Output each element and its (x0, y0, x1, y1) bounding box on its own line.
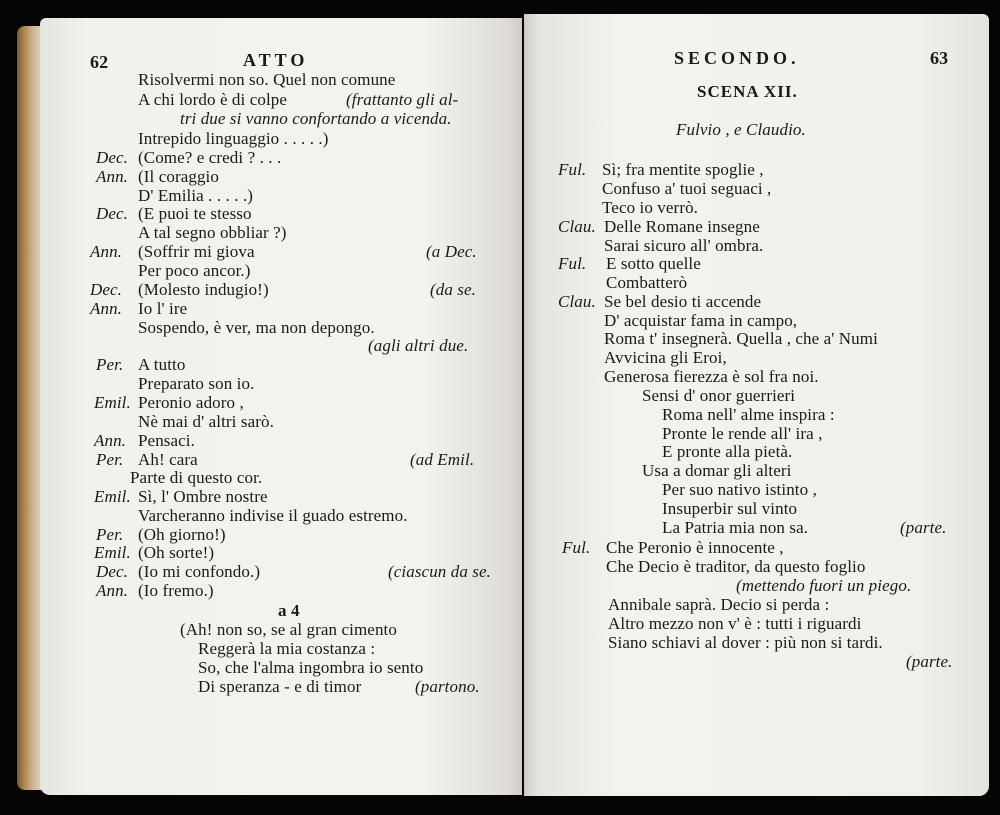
text-line: (Io mi confondo.) (138, 562, 261, 581)
text-line: Peronio adoro , (138, 393, 244, 412)
text-line: Varcheranno indivise il guado estremo. (138, 506, 408, 525)
text-line: Se bel desio ti accende (604, 292, 762, 311)
text-line: Annibale saprà. Decio si perda : (608, 595, 830, 614)
text-line: (Oh giorno!) (138, 525, 226, 544)
scene-title: SCENA XII. (697, 82, 798, 101)
text-line: Che Peronio è innocente , (606, 538, 784, 557)
text-line: Nè mai d' altri sarò. (138, 412, 274, 431)
text-line: Insuperbir sul vinto (662, 499, 798, 518)
stage-direction: (ad Emil. (410, 450, 475, 469)
text-line: E pronte alla pietà. (662, 442, 793, 461)
stage-direction: (agli altri due. (368, 336, 469, 355)
text-line: Usa a domar gli alteri (642, 461, 792, 480)
text-line: A tutto (138, 355, 186, 374)
text-line: Combatterò (606, 273, 688, 292)
text-line: Teco io verrò. (602, 198, 699, 217)
text-line: Delle Romane insegne (604, 217, 760, 236)
ensemble-label: a 4 (278, 601, 300, 620)
text-line: Sì; fra mentite spoglie , (602, 160, 764, 179)
speaker: Per. (96, 450, 124, 469)
stage-direction: (partono. (415, 677, 480, 696)
speaker: Ann. (96, 167, 129, 186)
speaker: Dec. (96, 562, 129, 581)
text-line: A tal segno obbliar ?) (138, 223, 287, 242)
text-line: (Come? e credi ? . . . (138, 148, 282, 167)
stage-direction: tri due si vanno confortando a vicenda. (180, 109, 452, 128)
scene-characters: Fulvio , e Claudio. (676, 120, 806, 139)
text-line: Pensaci. (138, 431, 195, 450)
text-line: Sospendo, è ver, ma non depongo. (138, 318, 375, 337)
text-line: La Patria mia non sa. (662, 518, 809, 537)
speaker: Emil. (94, 487, 131, 506)
speaker: Ful. (558, 254, 587, 273)
text-line: A chi lordo è di colpe (138, 90, 288, 109)
text-line: D' Emilia . . . . .) (138, 186, 254, 205)
text-line: Sensi d' onor guerrieri (642, 386, 796, 405)
page-number: 63 (930, 48, 949, 68)
text-line: Generosa fierezza è sol fra noi. (604, 367, 819, 386)
text-line: (Molesto indugio!) (138, 280, 269, 299)
text-line: Per poco ancor.) (138, 261, 251, 280)
text-line: Sì, l' Ombre nostre (138, 487, 268, 506)
speaker: Ful. (562, 538, 591, 557)
text-line: Di speranza - e di timor (198, 677, 362, 696)
text-line: Sarai sicuro all' ombra. (604, 236, 764, 255)
text-line: Siano schiavi al dover : più non si tardi. (608, 633, 883, 652)
text-line: Pronte le rende all' ira , (662, 424, 823, 443)
text-line: (Il coraggio (138, 167, 219, 186)
stage-direction: (da se. (430, 280, 477, 299)
page-number: 62 (90, 52, 109, 72)
text-line: (Io fremo.) (138, 581, 214, 600)
speaker: Dec. (90, 280, 123, 299)
speaker: Ann. (90, 299, 123, 318)
stage-direction: (a Dec. (426, 242, 477, 261)
speaker: Ful. (558, 160, 587, 179)
text-line: Risolvermi non so. Quel non comune (138, 70, 396, 89)
speaker: Emil. (94, 393, 131, 412)
speaker: Emil. (94, 543, 131, 562)
text-line: Io l' ire (138, 299, 188, 318)
speaker: Dec. (96, 148, 129, 167)
running-head: SECONDO. (674, 48, 800, 68)
stage-direction: (frattanto gli al- (346, 90, 459, 109)
left-page (40, 18, 522, 795)
running-head: ATTO (243, 50, 309, 70)
text-line: So, che l'alma ingombra io sento (198, 658, 424, 677)
speaker: Per. (96, 355, 124, 374)
text-line: Per suo nativo istinto , (662, 480, 817, 499)
speaker: Dec. (96, 204, 129, 223)
text-line: Roma nell' alme inspira : (662, 405, 835, 424)
stage-direction: (ciascun da se. (388, 562, 492, 581)
text-line: Roma t' insegnerà. Quella , che a' Numi (604, 329, 878, 348)
speaker: Ann. (94, 431, 127, 450)
speaker: Per. (96, 525, 124, 544)
text-line: (Oh sorte!) (138, 543, 215, 562)
right-page (524, 14, 989, 796)
stage-direction: (mettendo fuori un piego. (736, 576, 912, 595)
speaker: Clau. (558, 217, 596, 236)
text-line: (Soffrir mi giova (138, 242, 255, 261)
stage-direction: (parte. (900, 518, 947, 537)
text-line: Intrepido linguaggio . . . . .) (138, 129, 329, 148)
text-line: Preparato son io. (138, 374, 255, 393)
speaker: Ann. (90, 242, 123, 261)
stage-direction: (parte. (906, 652, 953, 671)
speaker: Clau. (558, 292, 596, 311)
text-line: Che Decio è traditor, da questo foglio (606, 557, 866, 576)
text-line: D' acquistar fama in campo, (604, 311, 798, 330)
text-line: Avvicina gli Eroi, (604, 348, 727, 367)
text-line: Altro mezzo non v' è : tutti i riguardi (608, 614, 862, 633)
text-line: (Ah! non so, se al gran cimento (180, 620, 397, 639)
text-line: Confuso a' tuoi seguaci , (602, 179, 772, 198)
speaker: Ann. (96, 581, 129, 600)
text-line: Reggerà la mia costanza : (198, 639, 376, 658)
text-line: (E puoi te stesso (138, 204, 252, 223)
text-line: Parte di questo cor. (130, 468, 263, 487)
text-line: E sotto quelle (606, 254, 701, 273)
text-line: Ah! cara (138, 450, 198, 469)
